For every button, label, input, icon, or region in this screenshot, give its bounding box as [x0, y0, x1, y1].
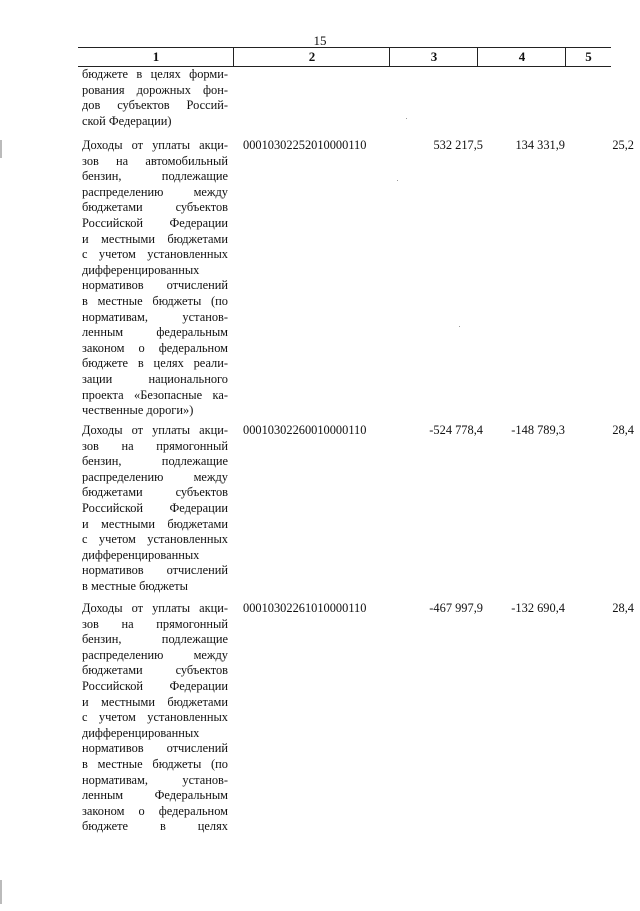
value-col3: -524 778,4: [429, 423, 483, 437]
column-divider: [233, 47, 234, 66]
budget-code: 00010302252010000110: [243, 138, 367, 152]
description-line: бензин, подлежащие: [82, 169, 228, 184]
description-line: бюджете в целях реали-: [82, 356, 228, 371]
column-divider: [565, 47, 566, 66]
value-col4: -132 690,4: [511, 601, 565, 615]
value-col5: 25,2: [612, 138, 634, 152]
description-line: Российской Федерации: [82, 678, 228, 693]
column-divider: [389, 47, 390, 66]
column-header-1: 1: [152, 49, 160, 64]
description-line: и местными бюджетами: [82, 231, 228, 246]
value-col5: 28,4: [612, 601, 634, 615]
description-line: с учетом установленных: [82, 247, 228, 262]
column-header-2: 2: [308, 49, 316, 64]
description-line: дифференцированных: [82, 725, 200, 740]
continuation-description: [82, 67, 228, 129]
description-line: нормативов отчислений: [82, 741, 228, 756]
description-line: нормативов отчислений: [82, 563, 228, 578]
description-line: бензин, подлежащие: [82, 454, 228, 469]
description-line: Доходы от уплаты акци-: [82, 601, 228, 615]
description-line: Доходы от уплаты акци-: [82, 138, 228, 152]
column-header-5: 5: [585, 49, 592, 64]
description-line: нормативов отчислений: [82, 278, 228, 293]
description-line: чественные дороги»): [82, 403, 194, 418]
value-col4: 134 331,9: [515, 138, 565, 152]
description-line: законом о федеральном: [82, 340, 228, 355]
description-line: Российской Федерации: [82, 215, 228, 230]
description-line: бензин, подлежащие: [82, 632, 228, 647]
value-col5: 28,4: [612, 423, 634, 437]
description-line: в местные бюджеты (по: [82, 756, 228, 771]
scan-edge-mark: [0, 140, 2, 158]
description-line: нормативам, установ-: [82, 309, 228, 324]
budget-code: 00010302260010000110: [243, 423, 367, 437]
description-line: в местные бюджеты (по: [82, 293, 228, 308]
description-line: бюджетами субъектов: [82, 200, 228, 215]
row-description: [82, 601, 228, 835]
description-line: бюджетами субъектов: [82, 663, 228, 678]
scan-speck: [397, 180, 398, 181]
column-divider: [477, 47, 478, 66]
description-line: ской Федерации): [82, 113, 172, 128]
description-line: Российской Федерации: [82, 500, 228, 515]
description-line: Доходы от уплаты акци-: [82, 423, 228, 437]
description-line: зов на автомобильный: [82, 153, 228, 168]
description-line: зов на прямогонный: [82, 438, 228, 453]
value-col4: -148 789,3: [511, 423, 565, 437]
description-line: нормативам, установ-: [82, 772, 228, 787]
budget-code: 00010302261010000110: [243, 601, 367, 615]
description-line: распределению между: [82, 647, 228, 662]
description-line: ленным Федеральным: [82, 788, 228, 803]
description-line: бюджете в целях форми-: [82, 67, 228, 81]
description-line: дов субъектов Россий-: [82, 98, 228, 113]
description-line: бюджетами субъектов: [82, 485, 228, 500]
description-line: законом о федеральном: [82, 803, 228, 818]
scan-speck: [406, 118, 407, 119]
description-line: рования дорожных фон-: [82, 82, 228, 97]
description-line: с учетом установленных: [82, 532, 228, 547]
description-line: бюджете в целях: [82, 819, 228, 834]
scan-speck: [459, 326, 460, 327]
description-line: дифференцированных: [82, 262, 200, 277]
scan-edge-mark: [0, 880, 2, 904]
page-number: 15: [313, 33, 327, 48]
description-line: распределению между: [82, 469, 228, 484]
row-description: [82, 138, 228, 419]
description-line: ленным федеральным: [82, 325, 228, 340]
value-col3: 532 217,5: [433, 138, 483, 152]
description-line: в местные бюджеты: [82, 578, 188, 593]
value-col3: -467 997,9: [429, 601, 483, 615]
description-line: и местными бюджетами: [82, 694, 228, 709]
column-header-4: 4: [518, 49, 526, 64]
description-line: с учетом установленных: [82, 710, 228, 725]
column-header-3: 3: [430, 49, 438, 64]
description-line: распределению между: [82, 184, 228, 199]
description-line: и местными бюджетами: [82, 516, 228, 531]
row-description: [82, 423, 228, 595]
description-line: зации национального: [82, 371, 228, 386]
table-header: [78, 47, 611, 67]
description-line: зов на прямогонный: [82, 616, 228, 631]
description-line: проекта «Безопасные ка-: [82, 387, 228, 402]
description-line: дифференцированных: [82, 547, 200, 562]
